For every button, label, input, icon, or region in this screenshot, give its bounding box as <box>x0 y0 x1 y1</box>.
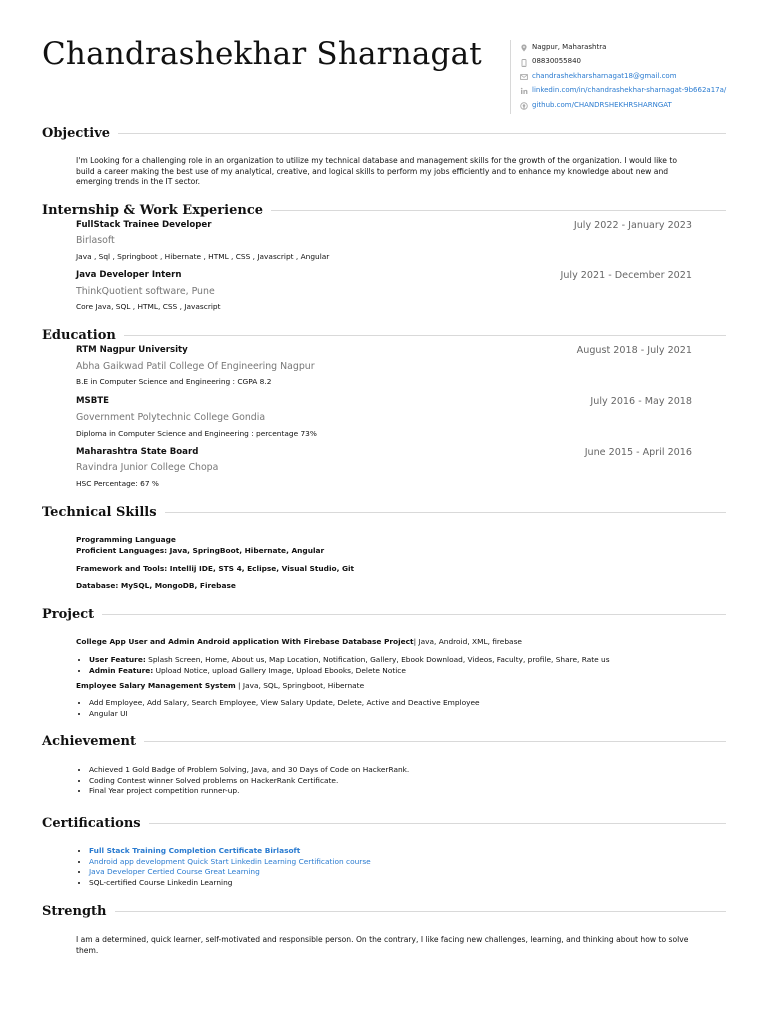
job-dates: July 2021 - December 2021 <box>560 269 692 281</box>
section-title: Technical Skills <box>42 504 157 520</box>
project-name: Employee Salary Management System <box>76 681 236 690</box>
contact-linkedin[interactable] <box>520 83 726 97</box>
education-entry-header <box>76 445 692 459</box>
github-link[interactable]: github.com/CHANDRSHEKHRSHARNGAT <box>532 100 672 109</box>
list-item[interactable] <box>89 867 729 878</box>
section-objective <box>42 125 726 141</box>
section-rule <box>165 512 726 513</box>
job-company: ThinkQuotient software, Pune <box>76 286 215 297</box>
section-rule <box>115 911 726 912</box>
job-description: Java , Sql , Springboot , Hibernate , HTML , CSS , Javascript , Angular <box>76 252 330 261</box>
feature-text: Splash Screen, Home, About us, Map Location, Notification, Gallery, Ebook Download, Videos, Faculty, profile, Share, Rate us <box>145 655 610 664</box>
contact-block <box>510 40 726 114</box>
list-item <box>89 666 729 677</box>
college-name: Government Polytechnic College Gondia <box>76 412 266 423</box>
section-education <box>42 327 726 343</box>
school-name: RTM Nagpur University <box>76 345 188 355</box>
experience-entry-header <box>76 268 692 282</box>
contact-email[interactable] <box>520 69 726 83</box>
certification-text: SQL-certified Course Linkedin Learning <box>89 877 233 887</box>
skill-line: Framework and Tools: Intellij IDE, STS 4, Eclipse, Visual Studio, Git <box>76 564 355 573</box>
candidate-name: Chandrashekhar Sharnagat <box>42 36 482 72</box>
section-rule <box>102 614 726 615</box>
experience-entry-header <box>76 218 692 232</box>
section-rule <box>144 741 726 742</box>
contact-location <box>520 40 726 54</box>
project-name: College App User and Admin Android application With Firebase Database Project <box>76 637 414 646</box>
education-description: B.E in Computer Science and Engineering : CGPA 8.2 <box>76 377 272 386</box>
section-rule <box>271 210 726 211</box>
linkedin-icon <box>520 86 528 94</box>
certification-list <box>76 846 729 888</box>
contact-phone <box>520 54 726 68</box>
list-item: • Add Employee, Add Salary, Search Employee, View Salary Update, Delete, Active and Deactive Employee <box>89 698 729 709</box>
education-entry-header <box>76 343 692 357</box>
project-tech: | Java, Android, XML, firebase <box>413 637 522 646</box>
section-rule <box>118 133 726 134</box>
section-certifications <box>42 815 726 831</box>
project-title <box>76 637 522 646</box>
list-item[interactable] <box>89 857 729 868</box>
feature-text: Upload Notice, upload Gallery Image, Upload Ebooks, Delete Notice <box>153 665 406 675</box>
job-company: Birlasoft <box>76 235 115 246</box>
section-rule <box>124 335 726 336</box>
section-title: Objective <box>42 125 111 141</box>
section-title: Internship & Work Experience <box>42 202 264 218</box>
school-name: Maharashtra State Board <box>76 447 199 457</box>
skill-line: Programming Language <box>76 535 176 544</box>
section-achievement <box>42 733 726 749</box>
list-item: • Coding Contest winner Solved problems on HackerRank Certificate. <box>89 776 729 787</box>
project-feature-list <box>76 655 729 676</box>
github-icon <box>520 101 528 109</box>
project-title <box>76 681 364 690</box>
email-link[interactable]: chandrashekharsharnagat18@gmail.com <box>532 71 677 80</box>
linkedin-link[interactable]: linkedin.com/in/chandrashekhar-sharnagat-9b662a17a/ <box>532 86 727 95</box>
section-title: Project <box>42 606 95 622</box>
job-dates: July 2022 - January 2023 <box>573 219 692 231</box>
list-item: • Angular UI <box>89 709 729 720</box>
job-role: FullStack Trainee Developer <box>76 220 212 230</box>
location-text: Nagpur, Maharashtra <box>532 43 607 51</box>
project-tech: | Java, SQL, Springboot, Hibernate <box>235 681 365 690</box>
certification-link[interactable]: Java Developer Certied Course Great Learning <box>89 867 260 877</box>
education-entry-header <box>76 394 692 408</box>
section-experience <box>42 202 726 218</box>
section-title: Strength <box>42 903 107 919</box>
certification-link[interactable]: Full Stack Training Completion Certificate Birlasoft <box>89 846 301 855</box>
skill-line: Database: MySQL, MongoDB, Firebase <box>76 581 236 590</box>
objective-text: I'm Looking for a challenging role in an organization to utilize my technical database and management skills for the growth of the organization. I would like to build a career making the best use of my analytical, creative, and logical skills to perform my jobs efficiently and to enhance my knowledge about new and emerging trends in the IT sector. <box>76 156 678 187</box>
list-item: • Final Year project competition runner-up. <box>89 786 729 797</box>
education-description: HSC Percentage: 67 % <box>76 479 159 488</box>
section-rule <box>149 823 726 824</box>
contact-github[interactable] <box>520 98 726 112</box>
college-name: Ravindra Junior College Chopa <box>76 462 219 473</box>
list-item[interactable] <box>89 846 729 857</box>
email-icon <box>520 72 528 80</box>
strength-text: I am a determined, quick learner, self-motivated and responsible person. On the contrary, I like facing new challenges, learning, and thinking about how to solve them. <box>76 935 689 955</box>
education-dates: July 2016 - May 2018 <box>590 395 692 407</box>
section-title: Achievement <box>42 733 136 749</box>
list-item <box>89 878 729 889</box>
section-title: Education <box>42 327 116 343</box>
education-description: Diploma in Computer Science and Engineering : percentage 73% <box>76 429 317 438</box>
school-name: MSBTE <box>76 396 110 406</box>
job-description: Core Java, SQL , HTML, CSS , Javascript <box>76 302 221 311</box>
college-name: Abha Gaikwad Patil College Of Engineering Nagpur <box>76 361 315 372</box>
location-pin-icon <box>520 43 528 51</box>
section-strength <box>42 903 726 919</box>
project-feature-list <box>76 698 729 719</box>
list-item: • Achieved 1 Gold Badge of Problem Solving, Java, and 30 Days of Code on HackerRank. <box>89 765 729 776</box>
phone-icon <box>520 58 528 66</box>
skill-line: Proficient Languages: Java, SpringBoot, Hibernate, Angular <box>76 546 325 555</box>
job-role: Java Developer Intern <box>76 270 182 280</box>
certification-link[interactable]: Android app development Quick Start Linkedin Learning Certification course <box>89 856 371 866</box>
section-project <box>42 606 726 622</box>
education-dates: August 2018 - July 2021 <box>576 344 692 356</box>
feature-label: User Feature: <box>89 655 146 664</box>
section-technical-skills <box>42 504 726 520</box>
achievement-list <box>76 765 729 797</box>
list-item <box>89 655 729 666</box>
phone-text: 08830055840 <box>532 57 581 66</box>
feature-label: Admin Feature: <box>89 665 154 675</box>
education-dates: June 2015 - April 2016 <box>584 446 692 458</box>
section-title: Certifications <box>42 815 141 831</box>
